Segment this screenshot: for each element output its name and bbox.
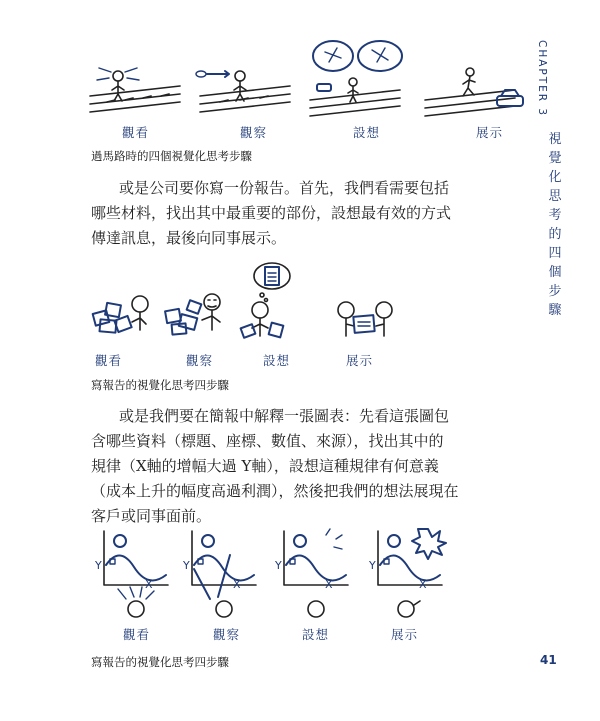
axis-y-label-3: Y	[275, 559, 282, 572]
figure3-label-look: 觀看	[123, 627, 151, 642]
chapter-title-char: 驟	[548, 303, 562, 318]
chapter-title-char: 思	[548, 189, 562, 204]
chapter-title-char: 步	[548, 284, 562, 299]
report-panel-look	[93, 296, 148, 333]
street-panel-look	[90, 68, 180, 112]
figure2-label-show: 展示	[346, 353, 374, 368]
paragraph-2	[91, 404, 531, 529]
street-panel-imagine	[310, 41, 402, 116]
chart-panel-imagine	[284, 529, 348, 617]
figure3-label-observe: 觀察	[213, 627, 241, 642]
report-illustration	[88, 262, 408, 348]
paragraph-line: （成本上升的幅度高過利潤），然後把我們的想法展現在	[91, 482, 459, 500]
chapter-title-char: 視	[548, 132, 562, 147]
chapter-title-char: 考	[548, 208, 562, 223]
axis-y-label-4: Y	[369, 559, 376, 572]
chart-panel-look	[104, 531, 168, 617]
figure1-label-show: 展示	[476, 125, 504, 140]
figure3-label-show: 展示	[391, 627, 419, 642]
street-panel-observe	[196, 71, 290, 112]
paragraph-line: 含哪些資料（標題、座標、數值、來源），找出其中的	[91, 432, 444, 450]
figure1-label-observe: 觀察	[240, 125, 268, 140]
paragraph-line: 規律（X軸的增幅大過 Y軸），設想這種規律有何意義	[91, 457, 439, 475]
chapter-title-char: 四	[548, 246, 562, 261]
axis-x-label-4: X	[419, 578, 427, 591]
paragraph-line: 或是我們要在簡報中解釋一張圖表：先看這張圖包	[119, 407, 450, 425]
figure1-caption: 過馬路時的四個視覺化思考步驟	[91, 149, 252, 163]
paragraph-line: 哪些材料，找出其中最重要的部份，設想最有效的方式	[91, 204, 452, 222]
chapter-title-char: 化	[548, 170, 562, 185]
axis-y-label-1: Y	[95, 559, 102, 572]
figure1-label-imagine: 設想	[353, 125, 381, 140]
figure1-label-look: 觀看	[122, 125, 150, 140]
chapter-title-char: 個	[548, 265, 562, 280]
chart-panel-show	[378, 529, 446, 617]
report-panel-show	[338, 302, 392, 336]
axis-x-label-3: X	[325, 578, 333, 591]
axis-x-label-1: X	[145, 578, 153, 591]
chapter-number: CHAPTER 3	[536, 40, 548, 118]
street-crossing-illustration	[85, 38, 530, 120]
paragraph-line: 傳達訊息，最後向同事展示。	[91, 229, 287, 247]
figure3-label-imagine: 設想	[302, 627, 330, 642]
paragraph-line: 或是公司要你寫一份報告。首先，我們看需要包括	[119, 179, 450, 197]
figure3-caption: 寫報告的視覺化思考四步驟	[91, 655, 229, 669]
figure2-label-look: 觀看	[95, 353, 123, 368]
chapter-title-char: 覺	[548, 151, 562, 166]
figure2-label-imagine: 設想	[263, 353, 291, 368]
figure2-caption: 寫報告的視覺化思考四步驟	[91, 378, 229, 392]
paragraph-1	[91, 176, 526, 251]
page-number: 41	[540, 653, 557, 667]
chapter-title	[546, 130, 564, 320]
figure2-label-observe: 觀察	[186, 353, 214, 368]
axis-x-label-2: X	[233, 578, 241, 591]
report-panel-imagine	[241, 263, 290, 338]
axis-y-label-2: Y	[183, 559, 190, 572]
chart-panel-observe	[192, 531, 256, 617]
chart-explain-illustration	[90, 525, 450, 621]
paragraph-line: 客戶或同事面前。	[91, 507, 212, 525]
report-panel-observe	[165, 294, 220, 335]
chapter-title-char: 的	[548, 227, 562, 242]
street-panel-show	[425, 68, 523, 116]
